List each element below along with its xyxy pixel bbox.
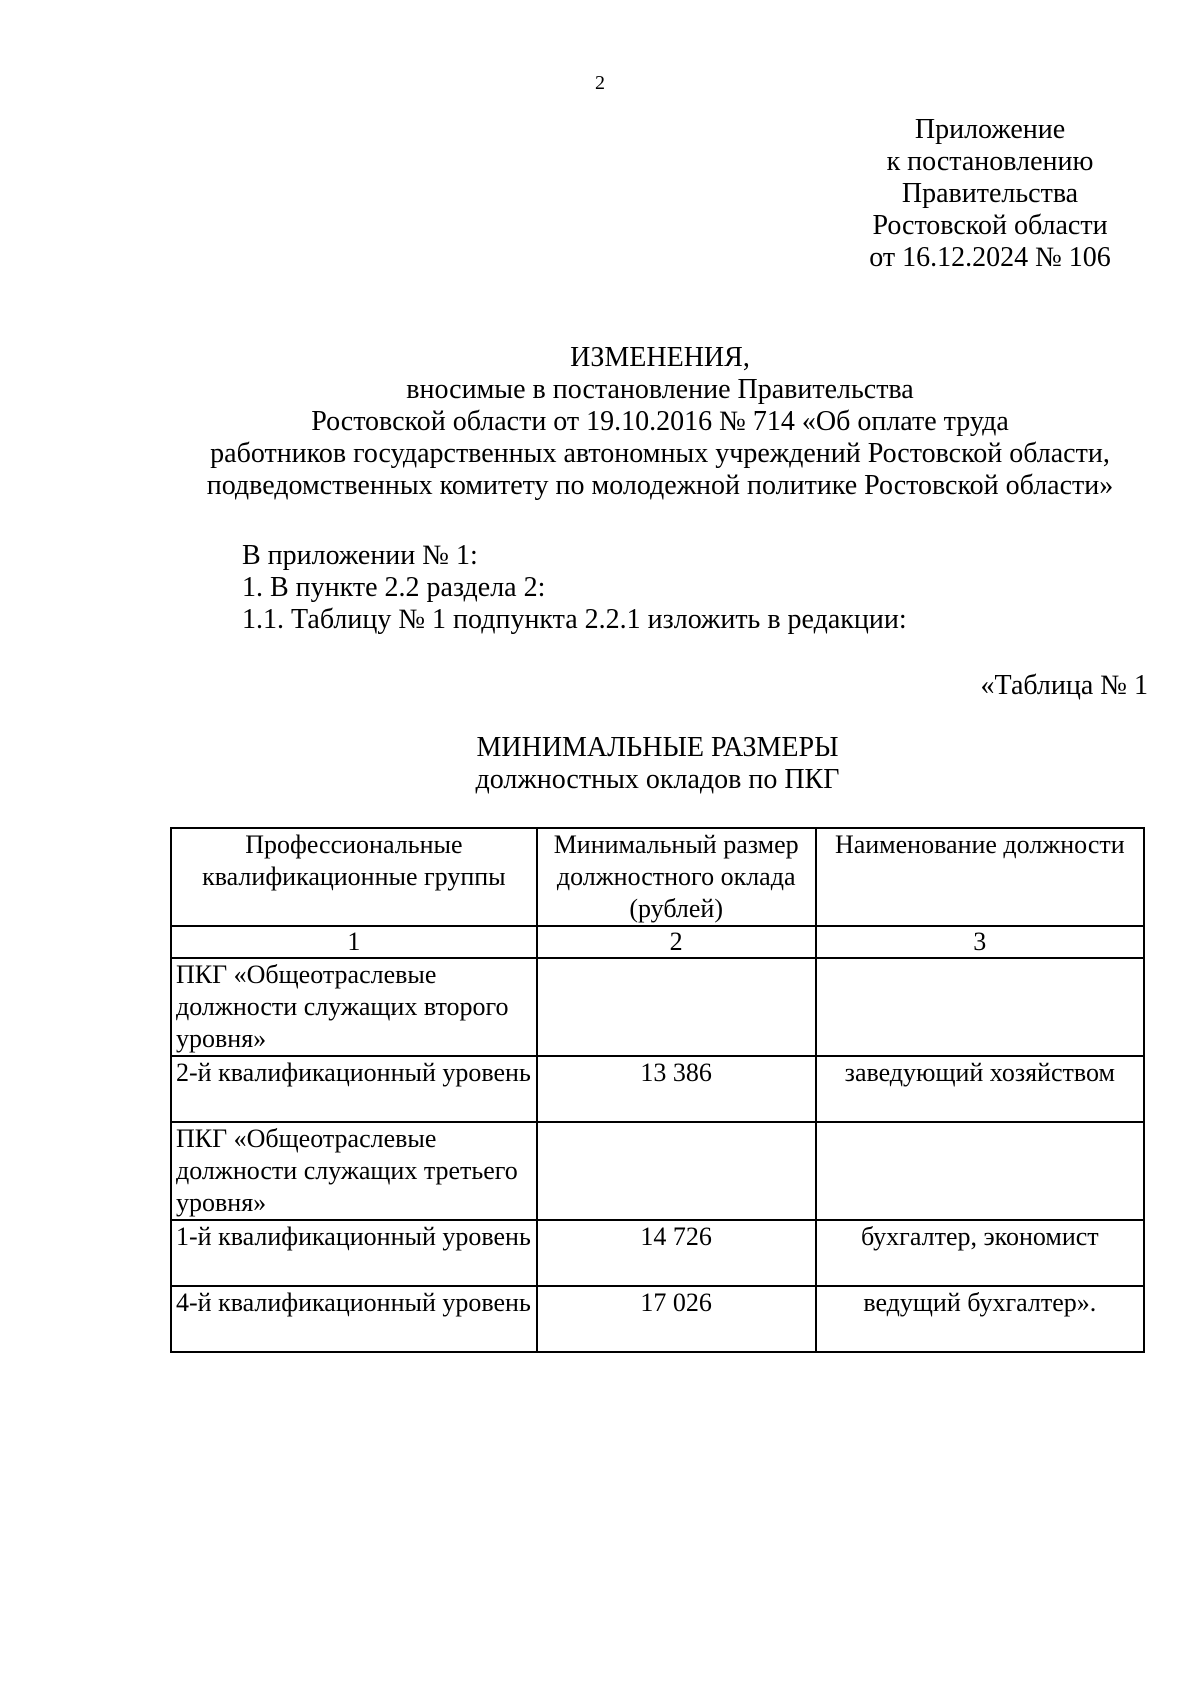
table-header-row <box>171 828 1144 926</box>
appendix-line: Приложение <box>914 114 1066 145</box>
salary-cell: 13 386 <box>537 1056 816 1122</box>
salary-cell: 14 726 <box>537 1220 816 1286</box>
heading-line: подведомственных комитету по молодежной политике Ростовской области» <box>206 470 1114 501</box>
table-row <box>171 958 1144 1056</box>
heading-title: ИЗМЕНЕНИЯ, <box>570 342 750 373</box>
position-cell: заведующий хозяйством <box>816 1056 1144 1122</box>
position-cell <box>816 958 1144 1056</box>
table-row <box>171 1056 1144 1122</box>
appendix-block <box>820 114 1160 274</box>
paragraph: 1.1. Таблицу № 1 подпункта 2.2.1 изложить в редакции: <box>242 604 907 635</box>
table-row <box>171 1220 1144 1286</box>
header-cell: Наименование должности <box>816 828 1144 926</box>
document-heading <box>120 342 1200 502</box>
column-number-row <box>171 926 1144 958</box>
table-row <box>171 1122 1144 1220</box>
appendix-line: к постановлению <box>886 146 1094 177</box>
group-cell: 1-й квалификационный уровень <box>171 1220 537 1286</box>
group-cell: ПКГ «Общеотраслевые должности служащих третьего уровня» <box>171 1122 537 1220</box>
header-cell: Минимальный размер должностного оклада (рублей) <box>537 828 816 926</box>
heading-line: Ростовской области от 19.10.2016 № 714 «Об оплате труда <box>311 406 1009 437</box>
appendix-line: от 16.12.2024 № 106 <box>869 242 1111 273</box>
column-number-cell: 2 <box>537 926 816 958</box>
group-cell: ПКГ «Общеотраслевые должности служащих второго уровня» <box>171 958 537 1056</box>
salary-cell <box>537 958 816 1056</box>
position-cell: ведущий бухгалтер». <box>816 1286 1144 1352</box>
paragraph: 1. В пункте 2.2 раздела 2: <box>242 572 546 603</box>
appendix-line: Ростовской области <box>872 210 1108 241</box>
table-subtitle-line: должностных окладов по ПКГ <box>475 764 840 795</box>
table-title-line: МИНИМАЛЬНЫЕ РАЗМЕРЫ <box>476 732 839 763</box>
position-cell: бухгалтер, экономист <box>816 1220 1144 1286</box>
group-cell: 4-й квалификационный уровень <box>171 1286 537 1352</box>
column-number-cell: 3 <box>816 926 1144 958</box>
salary-cell <box>537 1122 816 1220</box>
heading-line: работников государственных автономных учреждений Ростовской области, <box>210 438 1110 469</box>
salary-table <box>170 827 1145 1353</box>
table-title <box>170 732 1145 796</box>
paragraph: В приложении № 1: <box>242 540 478 571</box>
group-cell: 2-й квалификационный уровень <box>171 1056 537 1122</box>
column-number-cell: 1 <box>171 926 537 958</box>
salary-cell: 17 026 <box>537 1286 816 1352</box>
header-cell: Профессиональные квалификационные группы <box>171 828 537 926</box>
appendix-line: Правительства <box>901 178 1079 209</box>
position-cell <box>816 1122 1144 1220</box>
body-paragraphs <box>242 540 907 636</box>
page-number: 2 <box>595 72 605 94</box>
heading-line: вносимые в постановление Правительства <box>406 374 914 405</box>
table-row <box>171 1286 1144 1352</box>
table-label: «Таблица № 1 <box>980 670 1148 701</box>
